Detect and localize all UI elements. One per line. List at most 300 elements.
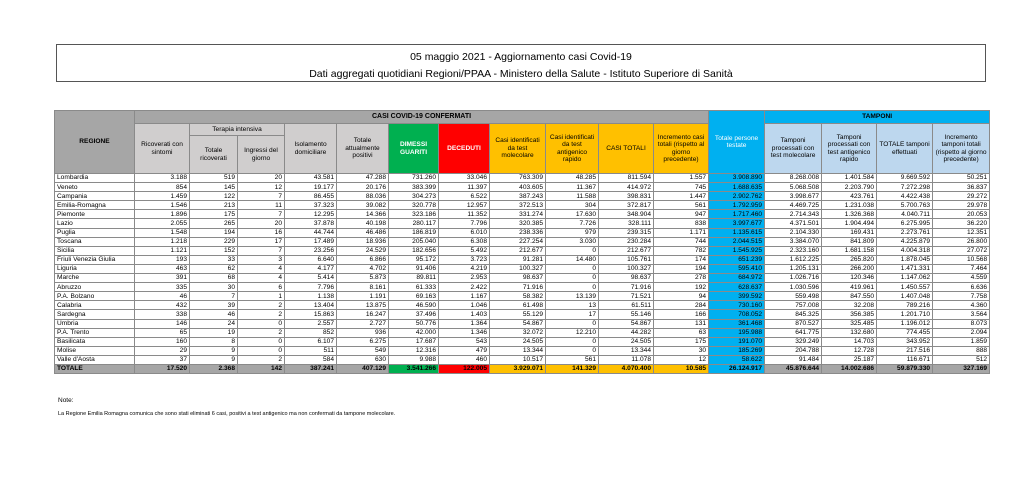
table-cell: 419.961 — [822, 283, 877, 292]
table-cell: 229 — [190, 237, 238, 246]
table-cell: 16 — [238, 228, 285, 237]
table-cell: 979 — [546, 228, 599, 237]
table-cell: 1.147.062 — [877, 274, 933, 283]
table-cell: 27.072 — [933, 246, 990, 255]
table-cell: 2 — [238, 328, 285, 337]
table-cell: 1.326.368 — [822, 210, 877, 219]
region-name: Liguria — [55, 264, 135, 273]
table-cell: 217.516 — [877, 346, 933, 355]
table-cell: 6.010 — [439, 228, 490, 237]
table-cell: 13.404 — [285, 301, 337, 310]
table-cell: 559.498 — [765, 292, 822, 301]
table-cell: 870.527 — [765, 319, 822, 328]
table-cell: 33.046 — [439, 174, 490, 183]
table-cell: 399.592 — [709, 292, 765, 301]
table-cell: 23.256 — [285, 246, 337, 255]
table-cell: 4.360 — [933, 301, 990, 310]
table-cell: 212.677 — [490, 246, 546, 255]
table-cell: 3.030 — [546, 237, 599, 246]
table-cell: 29.272 — [933, 192, 990, 201]
table-cell: 7.272.298 — [877, 183, 933, 192]
table-cell: 230.284 — [599, 237, 654, 246]
table-cell: 175 — [654, 337, 709, 346]
table-cell: 50.776 — [389, 319, 439, 328]
table-cell: 195.988 — [709, 328, 765, 337]
table-cell: 1.026.716 — [765, 274, 822, 283]
table-cell: 29.978 — [933, 201, 990, 210]
table-cell: 8.268.008 — [765, 174, 822, 183]
region-name: Marche — [55, 274, 135, 283]
table-cell: 6.636 — [933, 283, 990, 292]
table-cell: 7 — [238, 246, 285, 255]
header-tamponi-molecolare: Tamponi processati con test molecolare — [765, 124, 822, 174]
table-cell: 132.680 — [822, 328, 877, 337]
table-cell: 6.107 — [285, 337, 337, 346]
table-cell: 479 — [439, 346, 490, 355]
table-cell: 2.055 — [135, 219, 190, 228]
table-cell: 1.459 — [135, 192, 190, 201]
table-cell: 20 — [238, 219, 285, 228]
table-cell: 193 — [135, 255, 190, 264]
table-cell: 1.548 — [135, 228, 190, 237]
table-cell: 160 — [135, 337, 190, 346]
table-cell: 16.247 — [337, 310, 389, 319]
table-cell: 0 — [546, 274, 599, 283]
table-cell: 4.177 — [285, 264, 337, 273]
table-cell: 4.422.438 — [877, 192, 933, 201]
region-name: Veneto — [55, 183, 135, 192]
table-cell: 8.161 — [337, 283, 389, 292]
table-cell: 7.758 — [933, 292, 990, 301]
table-cell: 3 — [238, 255, 285, 264]
table-cell: 9.669.592 — [877, 174, 933, 183]
table-cell: 0 — [546, 283, 599, 292]
table-cell: 1.407.048 — [877, 292, 933, 301]
table-row — [55, 255, 990, 264]
table-cell: 44.744 — [285, 228, 337, 237]
region-name: Puglia — [55, 228, 135, 237]
table-cell: 763.309 — [490, 174, 546, 183]
table-cell: 3.541.266 — [389, 364, 439, 373]
table-cell: 12.210 — [546, 328, 599, 337]
table-row — [55, 292, 990, 301]
table-cell: 6.275.995 — [877, 219, 933, 228]
table-cell: 89.811 — [389, 274, 439, 283]
table-cell: 186.819 — [389, 228, 439, 237]
table-cell: 212.677 — [599, 246, 654, 255]
header-ti-totale: Totale ricoverati — [190, 136, 238, 174]
table-cell: 7.726 — [546, 219, 599, 228]
table-cell: 9 — [190, 355, 238, 364]
report-subtitle: Dati aggregati quotidiani Regioni/PPAA - Ministero della Salute - Istituto Superiore di Sanità — [309, 68, 733, 80]
table-cell: 26.124.917 — [709, 364, 765, 373]
header-regione: REGIONE — [55, 111, 135, 174]
table-row — [55, 346, 990, 355]
table-cell: 1 — [238, 292, 285, 301]
table-cell: 6.308 — [439, 237, 490, 246]
table-cell: 731.260 — [389, 174, 439, 183]
table-cell: 146 — [135, 319, 190, 328]
table-row — [55, 274, 990, 283]
table-cell: 100.327 — [490, 264, 546, 273]
header-group-tamponi: TAMPONI — [765, 111, 990, 124]
table-row — [55, 174, 990, 183]
table-cell: 4.040.711 — [877, 210, 933, 219]
table-row — [55, 328, 990, 337]
table-cell: 4.070.400 — [599, 364, 654, 373]
table-cell: 745 — [654, 183, 709, 192]
table-row — [55, 210, 990, 219]
notes-text: La Regione Emilia Romagna comunica che sono stati eliminati 6 casi, positivi a test antigenico ma non confermati da tampone molecolare. — [58, 411, 396, 417]
table-row — [55, 264, 990, 273]
table-cell: 13.344 — [490, 346, 546, 355]
table-cell: 98.637 — [490, 274, 546, 283]
table-cell: 18.936 — [337, 237, 389, 246]
table-cell: 4.559 — [933, 274, 990, 283]
total-row — [55, 364, 990, 373]
table-cell: 19 — [190, 328, 238, 337]
region-name: Valle d'Aosta — [55, 355, 135, 364]
table-cell: 1.171 — [654, 228, 709, 237]
table-cell: 30 — [654, 346, 709, 355]
header-totale-positivi: Totale attualmente positivi — [337, 124, 389, 174]
table-cell: 4.225.879 — [877, 237, 933, 246]
table-cell: 327.169 — [933, 364, 990, 373]
table-cell: 13.875 — [337, 301, 389, 310]
table-cell: 0 — [546, 246, 599, 255]
table-cell: 11.397 — [439, 183, 490, 192]
table-cell: 191.070 — [709, 337, 765, 346]
table-row — [55, 183, 990, 192]
table-cell: 29 — [135, 346, 190, 355]
table-cell: 2.727 — [337, 319, 389, 328]
table-cell: 98.637 — [599, 274, 654, 283]
table-cell: 43.581 — [285, 174, 337, 183]
notes-label: Note: — [58, 397, 74, 404]
table-cell: 68 — [190, 274, 238, 283]
table-cell: 1.859 — [933, 337, 990, 346]
table-cell: 0 — [238, 337, 285, 346]
table-cell: 152 — [190, 246, 238, 255]
header-incremento-tamponi: Incremento tamponi totali (rispetto al giorno precedente) — [933, 124, 990, 174]
table-cell: 48.285 — [546, 174, 599, 183]
table-cell: 348.904 — [599, 210, 654, 219]
table-cell: 61.498 — [490, 301, 546, 310]
table-cell: 46.590 — [389, 301, 439, 310]
table-cell: 852 — [285, 328, 337, 337]
region-name: Umbria — [55, 319, 135, 328]
table-cell: 0 — [546, 264, 599, 273]
table-cell: 50.251 — [933, 174, 990, 183]
region-name: Sardegna — [55, 310, 135, 319]
table-cell: 32.072 — [490, 328, 546, 337]
table-cell: 744 — [654, 237, 709, 246]
region-name: Piemonte — [55, 210, 135, 219]
table-cell: 11.352 — [439, 210, 490, 219]
table-cell: 0 — [546, 346, 599, 355]
table-cell: 63 — [654, 328, 709, 337]
table-cell: 403.605 — [490, 183, 546, 192]
table-cell: 1.904.494 — [822, 219, 877, 228]
table-cell: 169.431 — [822, 228, 877, 237]
table-cell: 55.146 — [599, 310, 654, 319]
table-cell: 185.269 — [709, 346, 765, 355]
table-cell: 936 — [337, 328, 389, 337]
table-cell: 24.529 — [337, 246, 389, 255]
table-row — [55, 219, 990, 228]
table-cell: 32.208 — [822, 301, 877, 310]
header-casi-antigenico: Casi identificati da test antigenico rapido — [546, 124, 599, 174]
table-cell: 519 — [190, 174, 238, 183]
table-cell: 757.008 — [765, 301, 822, 310]
table-cell: 37.323 — [285, 201, 337, 210]
table-cell: 122.005 — [439, 364, 490, 373]
table-cell: 194 — [190, 228, 238, 237]
region-name: P.A. Bolzano — [55, 292, 135, 301]
table-row — [55, 283, 990, 292]
table-cell: 62 — [190, 264, 238, 273]
table-cell: 1.717.460 — [709, 210, 765, 219]
table-cell: 2.094 — [933, 328, 990, 337]
table-body — [55, 174, 990, 374]
table-cell: 86.455 — [285, 192, 337, 201]
table-cell: 192 — [654, 283, 709, 292]
table-cell: 8 — [190, 337, 238, 346]
table-cell: 3.723 — [439, 255, 490, 264]
table-cell: 304 — [546, 201, 599, 210]
table-cell: 1.167 — [439, 292, 490, 301]
table-cell: 2.273.761 — [877, 228, 933, 237]
table-cell: 13.139 — [546, 292, 599, 301]
table-cell: 383.399 — [389, 183, 439, 192]
table-cell: 3.998.677 — [765, 192, 822, 201]
table-cell: 361.468 — [709, 319, 765, 328]
table-cell: 584 — [285, 355, 337, 364]
table-cell: 0 — [546, 337, 599, 346]
table-cell: 94 — [654, 292, 709, 301]
table-cell: 1.612.225 — [765, 255, 822, 264]
table-cell: 12.316 — [389, 346, 439, 355]
table-cell: 595.410 — [709, 264, 765, 273]
table-cell: 561 — [654, 201, 709, 210]
table-cell: 730.160 — [709, 301, 765, 310]
table-cell: 1.046 — [439, 301, 490, 310]
table-cell: 1.121 — [135, 246, 190, 255]
table-cell: 847.550 — [822, 292, 877, 301]
table-row — [55, 310, 990, 319]
table-cell: 543 — [439, 337, 490, 346]
header-casi-molecolare: Casi identificati da test molecolare — [490, 124, 546, 174]
table-cell: 1.138 — [285, 292, 337, 301]
table-cell: 20.176 — [337, 183, 389, 192]
table-cell: 641.775 — [765, 328, 822, 337]
table-cell: 61.333 — [389, 283, 439, 292]
table-cell: 6.866 — [337, 255, 389, 264]
table-cell: 142 — [238, 364, 285, 373]
table-cell: 3.564 — [933, 310, 990, 319]
table-cell: 708.052 — [709, 310, 765, 319]
table-cell: 227.254 — [490, 237, 546, 246]
table-cell: 4 — [238, 274, 285, 283]
table-cell: 6.275 — [337, 337, 389, 346]
table-cell: 26.800 — [933, 237, 990, 246]
table-cell: 7 — [190, 292, 238, 301]
header-ricoverati: Ricoverati con sintomi — [135, 124, 190, 174]
table-cell: 71.916 — [599, 283, 654, 292]
table-cell: 12.957 — [439, 201, 490, 210]
table-row — [55, 319, 990, 328]
table-cell: 11.078 — [599, 355, 654, 364]
region-name: Friuli Venezia Giulia — [55, 255, 135, 264]
table-cell: 17.630 — [546, 210, 599, 219]
header-isolamento: Isolamento domiciliare — [285, 124, 337, 174]
table-cell: 12.351 — [933, 228, 990, 237]
table-cell: 2.557 — [285, 319, 337, 328]
table-cell: 17.489 — [285, 237, 337, 246]
table-cell: 11.367 — [546, 183, 599, 192]
table-cell: 1.896 — [135, 210, 190, 219]
table-cell: 10.585 — [654, 364, 709, 373]
table-cell: 1.231.038 — [822, 201, 877, 210]
table-cell: 4.219 — [439, 264, 490, 273]
table-cell: 407.129 — [337, 364, 389, 373]
table-cell: 15.863 — [285, 310, 337, 319]
table-cell: 463 — [135, 264, 190, 273]
table-cell: 7 — [238, 192, 285, 201]
table-row — [55, 228, 990, 237]
table-cell: 280.117 — [389, 219, 439, 228]
table-cell: 44.282 — [599, 328, 654, 337]
table-cell: 2.368 — [190, 364, 238, 373]
table-cell: 266.200 — [822, 264, 877, 273]
table-cell: 356.385 — [822, 310, 877, 319]
table-cell: 1.030.596 — [765, 283, 822, 292]
header-dimessi: DIMESSI GUARITI — [389, 124, 439, 174]
table-cell: 331.274 — [490, 210, 546, 219]
table-cell: 320.385 — [490, 219, 546, 228]
table-cell: 69.163 — [389, 292, 439, 301]
table-cell: 854 — [135, 183, 190, 192]
table-cell: 45.876.644 — [765, 364, 822, 373]
table-cell: 9.988 — [389, 355, 439, 364]
table-cell: 11 — [238, 201, 285, 210]
table-cell: 1.545.925 — [709, 246, 765, 255]
table-cell: 4.469.725 — [765, 201, 822, 210]
table-cell: 39 — [190, 301, 238, 310]
header-tamponi-totale: TOTALE tamponi effettuati — [877, 124, 933, 174]
table-cell: 2 — [238, 310, 285, 319]
table-cell: 24.505 — [490, 337, 546, 346]
table-cell: 343.952 — [877, 337, 933, 346]
table-cell: 1.447 — [654, 192, 709, 201]
header-deceduti: DECEDUTI — [439, 124, 490, 174]
region-name: Emilia-Romagna — [55, 201, 135, 210]
table-cell: 105.761 — [599, 255, 654, 264]
region-name: Lazio — [55, 219, 135, 228]
table-cell: 284 — [654, 301, 709, 310]
table-cell: 1.191 — [337, 292, 389, 301]
table-cell: 1.201.710 — [877, 310, 933, 319]
table-cell: 4 — [238, 264, 285, 273]
table-cell: 1.471.331 — [877, 264, 933, 273]
region-name: Abruzzo — [55, 283, 135, 292]
table-cell: 166 — [654, 310, 709, 319]
table-cell: 55.129 — [490, 310, 546, 319]
table-cell: 100.327 — [599, 264, 654, 273]
table-cell: 3.929.071 — [490, 364, 546, 373]
table-cell: 372.817 — [599, 201, 654, 210]
table-cell: 5.414 — [285, 274, 337, 283]
table-cell: 1.546 — [135, 201, 190, 210]
table-cell: 391 — [135, 274, 190, 283]
table-cell: 684.972 — [709, 274, 765, 283]
table-row — [55, 301, 990, 310]
region-name: P.A. Trento — [55, 328, 135, 337]
table-row — [55, 237, 990, 246]
table-cell: 25.187 — [822, 355, 877, 364]
table-cell: 47.288 — [337, 174, 389, 183]
table-cell: 2.104.330 — [765, 228, 822, 237]
table-cell: 3.908.890 — [709, 174, 765, 183]
table-cell: 213 — [190, 201, 238, 210]
table-cell: 46.486 — [337, 228, 389, 237]
table-cell: 2.422 — [439, 283, 490, 292]
table-cell: 88.036 — [337, 192, 389, 201]
table-cell: 320.778 — [389, 201, 439, 210]
table-cell: 387.241 — [285, 364, 337, 373]
table-cell: 30 — [190, 283, 238, 292]
total-label: TOTALE — [55, 364, 135, 373]
region-name: Calabria — [55, 301, 135, 310]
table-cell: 40.198 — [337, 219, 389, 228]
table-cell: 14.703 — [822, 337, 877, 346]
table-cell: 46 — [190, 310, 238, 319]
table-cell: 1.205.131 — [765, 264, 822, 273]
table-cell: 811.594 — [599, 174, 654, 183]
table-cell: 841.809 — [822, 237, 877, 246]
table-cell: 17.687 — [389, 337, 439, 346]
table-cell: 1.196.012 — [877, 319, 933, 328]
table-cell: 460 — [439, 355, 490, 364]
table-cell: 432 — [135, 301, 190, 310]
report-title: 05 maggio 2021 - Aggiornamento casi Covid-19 — [410, 51, 632, 63]
region-name: Basilicata — [55, 337, 135, 346]
table-cell: 630 — [337, 355, 389, 364]
table-cell: 2.203.790 — [822, 183, 877, 192]
table-cell: 36.837 — [933, 183, 990, 192]
table-cell: 6 — [238, 283, 285, 292]
table-cell: 91.281 — [490, 255, 546, 264]
table-cell: 304.273 — [389, 192, 439, 201]
table-cell: 141.329 — [546, 364, 599, 373]
table-cell: 2.902.762 — [709, 192, 765, 201]
table-cell: 387.243 — [490, 192, 546, 201]
table-cell: 9 — [190, 346, 238, 355]
table-cell: 182.656 — [389, 246, 439, 255]
table-cell: 39.082 — [337, 201, 389, 210]
table-cell: 238.336 — [490, 228, 546, 237]
table-row — [55, 201, 990, 210]
table-cell: 65 — [135, 328, 190, 337]
table-cell: 54.867 — [599, 319, 654, 328]
table-cell: 838 — [654, 219, 709, 228]
table-cell: 1.681.158 — [822, 246, 877, 255]
table-cell: 1.364 — [439, 319, 490, 328]
table-cell: 91.484 — [765, 355, 822, 364]
table-cell: 549 — [337, 346, 389, 355]
table-cell: 205.040 — [389, 237, 439, 246]
region-name: Molise — [55, 346, 135, 355]
